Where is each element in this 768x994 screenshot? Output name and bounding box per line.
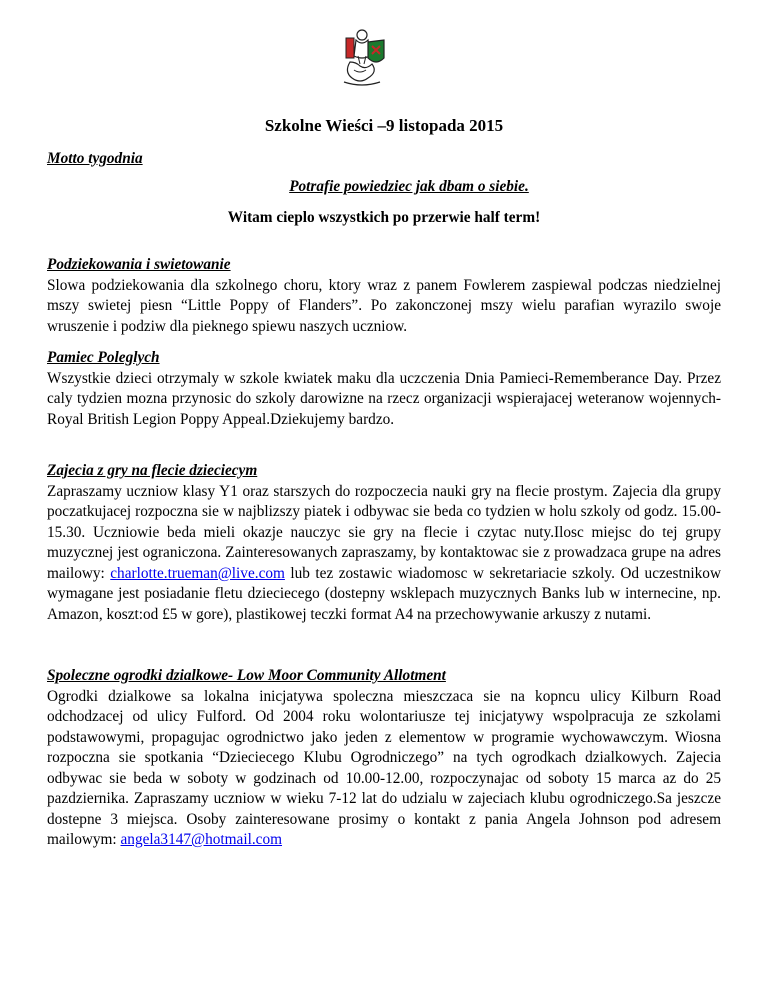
body-text: Ogrodki dzialkowe sa lokalna inicjatywa spoleczna mieszczaca sie na kopncu ulicy Kilburn Road odchodzacej od ulicy Fulford. Od 2004 roku wolontariusze tej inicjatywy wspolpracuja ze szkolami podstawowymi, propagujac ogrodnictwo jako jeden z elementow w programie wychowawczym. Wiosna rozpoczna sie spotkania “Dzieciecego Klubu Ogrodniczego” na tych ogrodkach dzialkowych. Zajecia odbywac sie beda w soboty w godzinach od 10.00-12.00, rozpoczynajac od soboty 15 marca az do 25 pazdziernika. Zapraszamy uczniow w wieku 7-12 lat do udzialu w zajeciach klubu ogrodniczego.Sa jeszcze dostepne 3 miejsca. Osoby zainteresowane prosimy o kontakt z pania Angela Johnson pod adresem mailowym: (47, 687, 721, 848)
greeting-text: Witam cieplo wszystkich po przerwie half term! (227, 209, 541, 226)
section-allotment (47, 666, 721, 851)
motto-label: Motto tygodnia (47, 150, 143, 167)
section-remembrance (47, 348, 721, 430)
motto-text: Potrafie powiedziec jak dbam o siebie. (289, 178, 529, 195)
email-link-charlotte[interactable]: charlotte.trueman@live.com (110, 564, 285, 582)
section-body (47, 687, 721, 851)
section-heading: Spoleczne ogrodki dzialkowe- Low Moor Community Allotment (47, 667, 446, 684)
section-recorder (47, 461, 721, 625)
section-heading: Pamiec Poleglych (47, 349, 160, 366)
page-title: Szkolne Wieści –9 listopada 2015 (264, 116, 504, 135)
email-link-angela[interactable]: angela3147@hotmail.com (120, 831, 283, 848)
section-body: Slowa podziekowania dla szkolnego choru, ktory wraz z panem Fowlerem zaspiewal podczas niedzielnej mszy swietej piesn “Little Poppy of Flanders”. Po zakonczonej mszy wielu parafian wyrazilo swoje wruszenie i podziw dla pieknego spiewu naszych uczniow. (47, 276, 721, 335)
section-heading: Zajecia z gry na flecie dzieciecym (47, 462, 258, 479)
body-text: Zapraszamy uczniow klasy Y1 oraz starszych do rozpoczecia nauki gry na flecie prostym. Zajecia dla grupy poczatkujacej rozpoczna sie w najblizszy piatek i odbywac sie beda co tydzien w holu szkoly od godz. 15.00-15.30. Uczniowie beda mieli okazje nauczyc sie gry na flecie i czytac nuty.Ilosc miejsc do tej grupy muzycznej jest ograniczona. Zainteresowanych zapraszamy, by kontaktowac sie z prowadzaca grupe na adres mailowy: (47, 482, 721, 582)
school-crest-logo-icon (334, 26, 390, 88)
section-body (47, 482, 721, 626)
body-text: lub tez zostawic wiadomosc w sekretariacie szkoly. Od uczestnikow wymagane jest posiadanie fletu dzieciecego (dostepny wsklepach muzycznych Banks lub w internecine, np. Amazon, koszt:od £5 w gore), plastikowej teczki format A4 na przechowywanie arkuszy z nutami. (47, 564, 722, 623)
section-body: Wszystkie dzieci otrzymaly w szkole kwiatek maku dla uczczenia Dnia Pamieci-Rememberance Day. Przez caly tydzien mozna przynosic do szkoly darowizne na rzecz organizacji wspierajacej weteranow wojennych-Royal British Legion Poppy Appeal.Dziekujemy bardzo. (47, 369, 721, 428)
section-heading: Podziekowania i swietowanie (47, 256, 231, 273)
section-thanks (47, 255, 721, 337)
